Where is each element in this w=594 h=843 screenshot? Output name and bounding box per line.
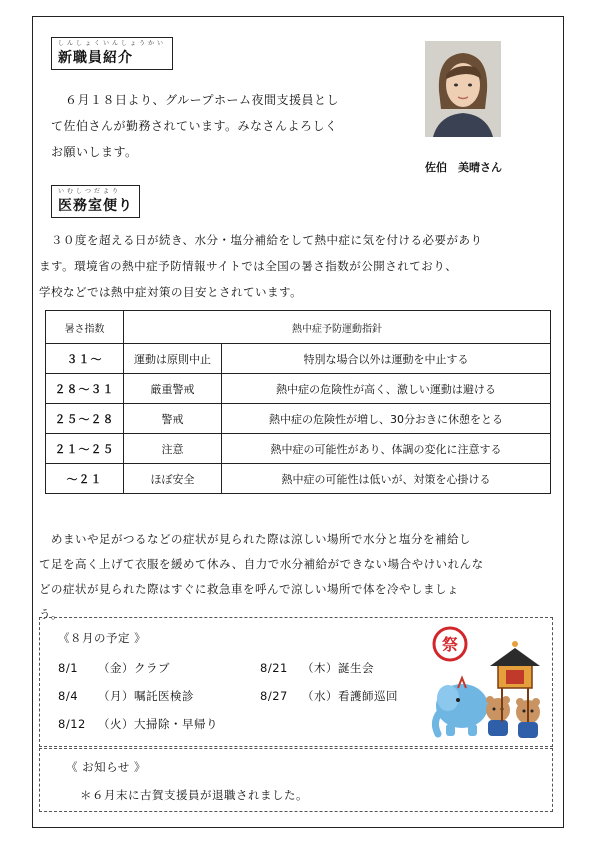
health-room-line-1: ３０度を超える日が続き、水分・塩分補給をして熱中症に気を付ける必要があり [51, 233, 483, 247]
schedule-event: クラブ [134, 661, 170, 675]
heat-index-cell: ２１～２５ [46, 434, 124, 464]
schedule-event: 大掃除・早帰り [134, 717, 218, 731]
health-room-line-2: ます。環境省の熱中症予防情報サイトでは全国の暑さ指数が公開されており、 [39, 259, 458, 273]
notice-heading: 《 お知らせ 》 [66, 760, 146, 774]
warning-level-cell: 運動は原則中止 [124, 344, 222, 374]
heat-index-table [45, 310, 551, 494]
festival-illustration [428, 622, 548, 742]
staff-intro-heading-text: 新職員紹介 [58, 50, 133, 66]
notice-text: ＊６月末に古賀支援員が退職されました。 [80, 788, 308, 802]
staff-photo [425, 41, 501, 137]
schedule-heading: 《８月の予定 》 [58, 631, 147, 645]
staff-intro-line-2: て佐伯さんが勤務されています。みなさんよろしく [51, 119, 338, 133]
warning-level-cell: ほぼ安全 [124, 464, 222, 494]
schedule-date: 8/21 [260, 661, 288, 675]
warning-level-cell: 注意 [124, 434, 222, 464]
staff-intro-heading-ruby: しんしょくいんしょうかい [58, 40, 167, 47]
schedule-item [58, 660, 170, 676]
schedule-item [58, 716, 218, 732]
schedule-day: （金） [98, 661, 134, 675]
table-header-index: 暑さ指数 [46, 311, 124, 344]
staff-intro-line-3: お願いします。 [51, 145, 138, 159]
advice-cell: 熱中症の可能性があり、体調の変化に注意する [222, 434, 551, 464]
heat-index-cell: ～２１ [46, 464, 124, 494]
advice-line-3: どの症状が見られた際はすぐに救急車を呼んで涼しい場所で体を冷やしましょ [39, 582, 459, 596]
staff-portrait-image [425, 41, 501, 137]
table-header-row [46, 311, 551, 344]
schedule-date: 8/1 [58, 661, 79, 675]
advice-cell: 熱中症の危険性が高く、激しい運動は避ける [222, 374, 551, 404]
health-room-heading [51, 185, 140, 218]
schedule-event: 誕生会 [338, 661, 374, 675]
warning-level-cell: 厳重警戒 [124, 374, 222, 404]
schedule-day: （水） [302, 689, 338, 703]
schedule-event: 看護師巡回 [338, 689, 398, 703]
advice-line-1: めまいや足がつるなどの症状が見られた際は涼しい場所で水分と塩分を補給し [51, 532, 471, 546]
schedule-day: （火） [98, 717, 134, 731]
advice-line-4: う。 [39, 607, 63, 621]
schedule-day: （月） [98, 689, 134, 703]
staff-intro-text [51, 87, 411, 165]
advice-line-2: て足を高く上げて衣服を緩めて休み、自力で水分補給ができない場合やけいれんな [39, 557, 484, 571]
table-header-guideline: 熱中症予防運動指針 [124, 311, 551, 344]
schedule-date: 8/27 [260, 689, 288, 703]
table-row [46, 344, 551, 374]
warning-level-cell: 警戒 [124, 404, 222, 434]
heatstroke-advice-text [39, 527, 559, 627]
health-room-heading-text: 医務室便り [58, 198, 133, 214]
schedule-day: （木） [302, 661, 338, 675]
schedule-item [260, 660, 374, 676]
schedule-event: 嘱託医検診 [134, 689, 194, 703]
advice-cell: 熱中症の可能性は低いが、対策を心掛ける [222, 464, 551, 494]
festival-badge-text: 祭 [441, 635, 459, 654]
newsletter-page [32, 16, 564, 828]
schedule-date: 8/4 [58, 689, 79, 703]
table-row [46, 404, 551, 434]
notice-box [39, 748, 553, 812]
schedule-box [39, 617, 553, 747]
staff-intro-heading [51, 37, 173, 70]
heat-index-cell: ３１～ [46, 344, 124, 374]
staff-name-caption: 佐伯 美晴さん [425, 161, 502, 174]
health-room-line-3: 学校などでは熱中症対策の目安とされています。 [39, 285, 303, 299]
heat-index-cell: ２５～２８ [46, 404, 124, 434]
table-row [46, 464, 551, 494]
table-row [46, 434, 551, 464]
advice-cell: 特別な場合以外は運動を中止する [222, 344, 551, 374]
schedule-item [260, 688, 398, 704]
heat-index-cell: ２８～３１ [46, 374, 124, 404]
schedule-date: 8/12 [58, 717, 86, 731]
advice-cell: 熱中症の危険性が増し、30分おきに休憩をとる [222, 404, 551, 434]
schedule-item [58, 688, 194, 704]
health-room-text [39, 227, 559, 305]
table-row [46, 374, 551, 404]
health-room-heading-ruby: いむしつだより [58, 188, 122, 195]
staff-intro-line-1: ６月１８日より、グループホーム夜間支援員とし [65, 93, 340, 107]
